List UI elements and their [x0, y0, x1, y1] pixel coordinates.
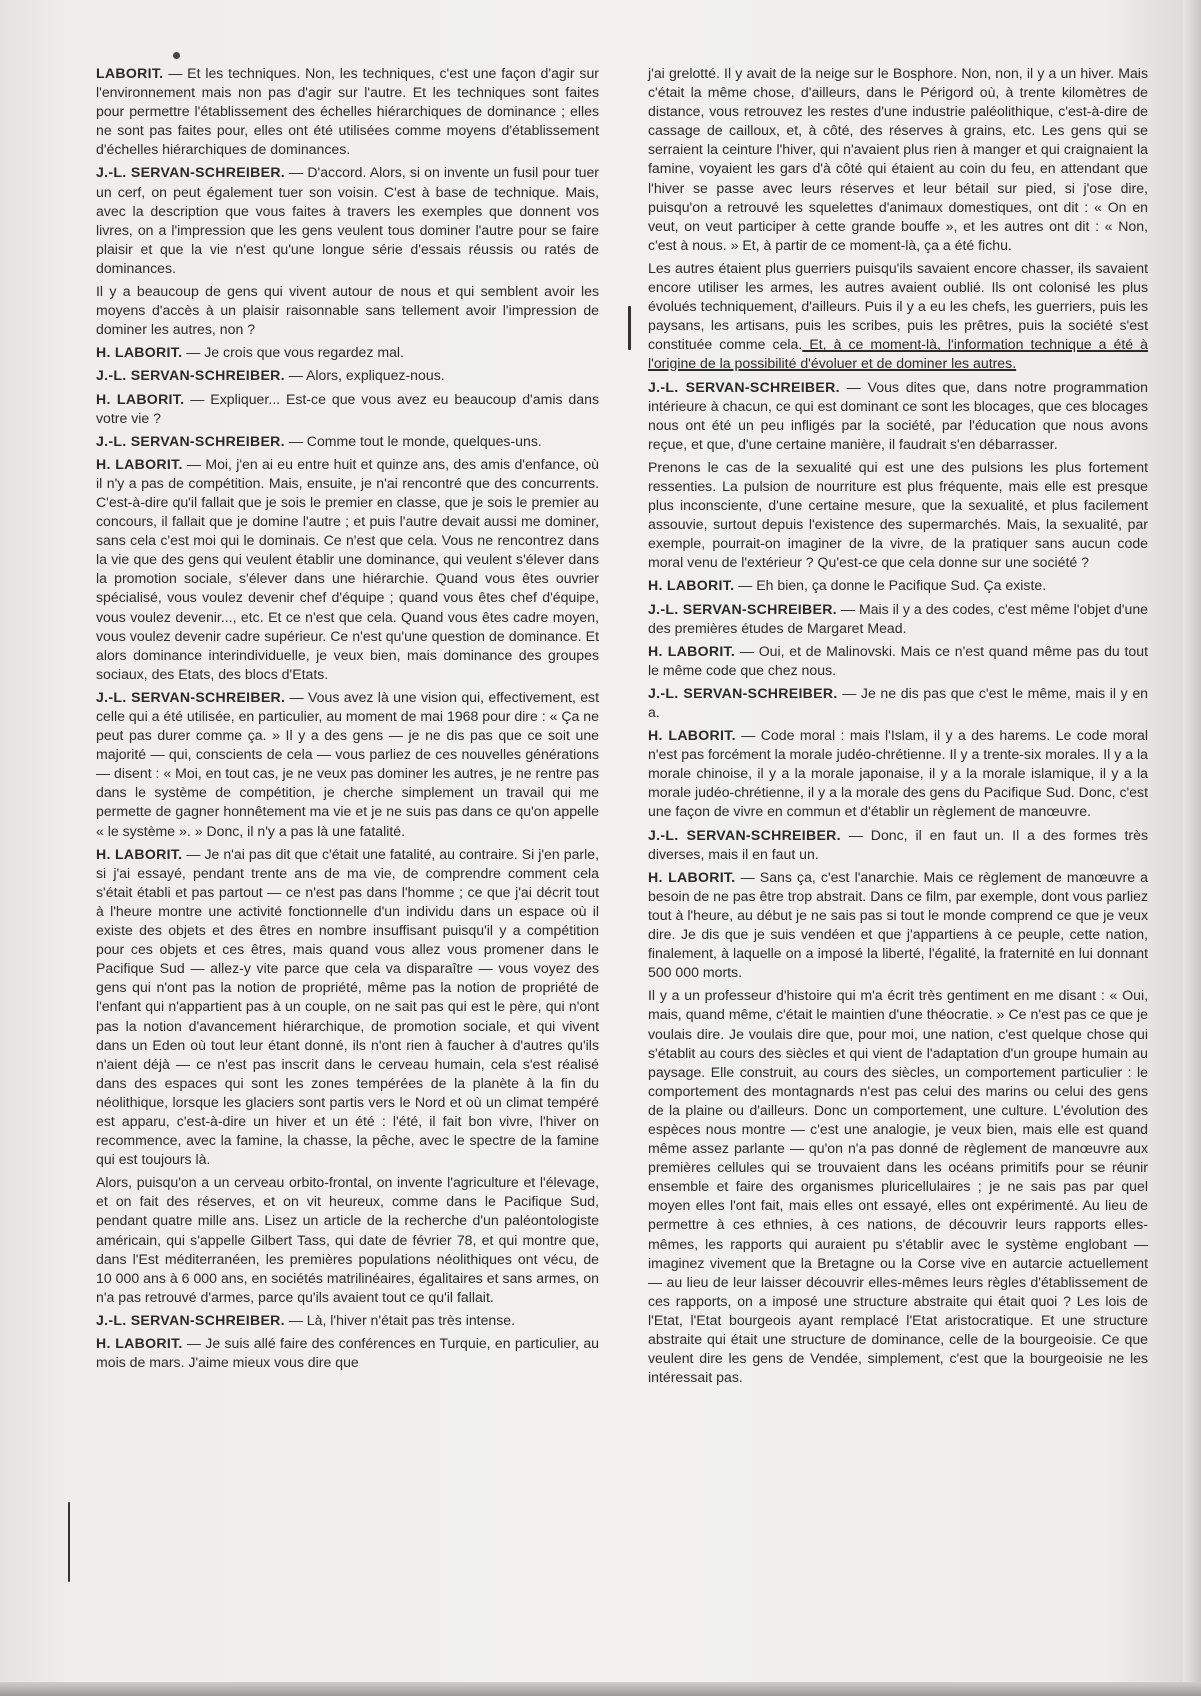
paragraph-text: Alors, puisqu'on a un cerveau orbito-frontal, on invente l'agriculture et l'élevage, et on fait des réserves, et on vit heureux, comme dans le Pacifique Sud, pendant quatre mille ans. Lisez un article de la recherche d'un paléontologiste américain, qui s'appelle Gilbert Tass, qui date de février 78, et qui montre que, dans l'Est méditerranéen, les premières populations néolithiques ont vécu, de 10 000 ans à 6 000 ans, en sociétés matrilinéaires, égalitaires et sans armes, on n'a pas retrouvé d'armes, parce qu'ils avaient tout ce qu'il fallait. [96, 1174, 599, 1305]
paragraph-text: — Je n'ai pas dit que c'était une fatalité, au contraire. Si j'en parle, si j'ai essayé, pendant trente ans de ma vie, de comprendre comment cela s'était établi et pas partout — ce n'est pas dans l'homme ; ce que j'ai décrit tout à l'heure montre une activité fonctionnelle d'un individu dans un espace où il existe des objets et des êtres en nombre insuffisant puisqu'il y a compétition pour ces objets et ces êtres, mais quand vous allez vous promener dans le Pacifique Sud — allez-y vite parce que cela va disparaître — vous voyez des gens qui n'ont pas la notion de propriété, même pas la notion de propriété de l'enfant qui n'appartient pas à un couple, on ne sait pas qui est le père, qui n'ont pas la notion d'avancement hiérarchique, de promotion sociale, et qui vivent dans un Eden où tout leur étant donné, ils n'ont rien à faucher à d'autres qu'ils n'aient déjà — ce n'est pas inscrit dans le cerveau humain, cela s'est réalisé dans des espaces qui sont les zones tempérées de la planète à la fin du néolithique, lorsque les glaciers sont partis vers le Nord et où un climat tempéré est apparu, c'est-à-dire un hiver et un été : l'été, il fait bon vivre, l'hiver on recommence, avec la famine, la chasse, la pêche, avec le spectre de la famine qui est toujours là. [96, 845, 599, 1168]
margin-mark [68, 1502, 70, 1582]
paragraph [648, 64, 1148, 255]
paragraph [96, 1334, 599, 1372]
speaker-name: H. LABORIT. [648, 577, 735, 594]
paragraph [648, 600, 1148, 638]
paragraph [648, 868, 1148, 983]
speaker-name: J.-L. SERVAN-SCHREIBER. [648, 684, 838, 701]
paragraph-text: — Sans ça, c'est l'anarchie. Mais ce règlement de manœuvre a besoin de ne pas être trop abstrait. Dans ce film, par exemple, dont vous parliez tout à l'heure, au début je ne sais pas si tout le monde comprend ce que je veux dire. Je dis que je suis vendéen et que j'appartiens à ce peuple, cette nation, finalement, à laquelle on a imposé la liberté, l'égalité, la fraternité en lui donnant 500 000 morts. [648, 868, 1148, 981]
paragraph-text: — Et les techniques. Non, les techniques, c'est une façon d'agir sur l'environnement mais non pas d'agir sur l'autre. Et les techniques sont faites pour permettre l'établissement des échelles hiérarchiques de dominance ; elles ne sont pas faites pour, elles ont été utilisées comme moyens d'établissement d'échelles hiérarchiques de dominances. [96, 65, 599, 158]
paragraph [96, 390, 599, 428]
speaker-name: H. LABORIT. [648, 868, 736, 885]
paragraph-text: — Expliquer... Est-ce que vous avez eu beaucoup d'amis dans votre vie ? [96, 390, 599, 426]
paragraph-text: — Vous dites que, dans notre programmation intérieure à chacun, ce qui est dominant ce sont les blocages, que ces blocages nous ont été un peu infligés par la société, par l'éducation que nous avons reçue, et que, d'une certaine manière, il faudrait s'en débarrasser. [648, 378, 1148, 452]
speaker-name: H. LABORIT. [96, 455, 183, 472]
paragraph [96, 1173, 599, 1307]
paragraph-text: — Comme tout le monde, quelques-uns. [284, 432, 542, 449]
margin-mark [628, 306, 631, 350]
paragraph-text: — Alors, expliquez-nous. [284, 367, 445, 384]
paragraph [96, 688, 599, 841]
paragraph-text: j'ai grelotté. Il y avait de la neige sur le Bosphore. Non, non, il y a un hiver. Mais c'était la même chose, d'ailleurs, dans le Périgord où, à trente kilomètres de distance, vous retrouvez les restes d'une industrie paléolithique, c'est-à-dire de cassage de cailloux, et, à côté, des réserves à grains, etc. Les gens qui se serraient la ceinture l'hiver, qui n'avaient plus rien à manger et qui craignaient la famine, voyaient les gars d'à côté qui étaient au coin du feu, en attendant que l'hiver se passe avec leurs réserves et leur bétail sur pied, si j'ose dire, puisqu'on a retrouvé les squelettes d'animaux domestiques, ont dit : « On en veut, on veut participer à cette grande bouffe », et les autres ont dit : « Non, c'est à nous. » Et, à partir de ce moment-là, ça a été fichu. [648, 65, 1148, 253]
paragraph [648, 378, 1148, 454]
paragraph [648, 576, 1148, 595]
speaker-name: J.-L. SERVAN-SCHREIBER. [648, 826, 841, 843]
speaker-name: H. LABORIT. [96, 344, 183, 361]
speaker-name: J.-L. SERVAN-SCHREIBER. [96, 688, 286, 705]
paragraph-text: — Là, l'hiver n'était pas très intense. [284, 1311, 516, 1328]
paragraph [648, 986, 1148, 1387]
paragraph-text: — Mais il y a des codes, c'est même l'objet d'une des premières études de Margaret Mead. [648, 600, 1148, 636]
speaker-name: J.-L. SERVAN-SCHREIBER. [648, 378, 840, 395]
paragraph [96, 845, 599, 1170]
speaker-name: J.-L. SERVAN-SCHREIBER. [96, 432, 285, 449]
paragraph [96, 366, 599, 385]
speaker-name: H. LABORIT. [648, 727, 736, 744]
left-column [96, 64, 599, 1376]
speaker-name: J.-L. SERVAN-SCHREIBER. [96, 367, 285, 384]
paragraph-text: — Eh bien, ça donne le Pacifique Sud. Ça existe. [734, 577, 1047, 594]
staple-mark [173, 52, 180, 59]
paragraph [96, 64, 599, 159]
paragraph-text: — Oui, et de Malinovski. Mais ce n'est quand même pas du tout le même code que chez nous. [648, 642, 1148, 678]
paragraph-text: Il y a un professeur d'histoire qui m'a écrit très gentiment en me disant : « Oui, mais, quand même, c'était le maintien d'une théocratie. » Ce n'est pas ce que je voulais dire. Je voulais dire que, pour moi, une nation, c'est quelque chose qui s'établit au cours des siècles et qui vient de l'adaptation d'un groupe humain au paysage. Elle construit, au cours des siècles, un comportement particulier : le comportement des montagnards n'est pas celui des marins ou celui des gens de la plaine ou d'ailleurs. Donc un comportement, une culture. L'évolution des espèces nous montre — c'est une analogie, je veux bien, mais elle est quand même assez parlante — qu'on n'a pas donné de règlement de manœuvre aux premières cellules qui se trouvaient dans les océans primitifs pour se réunir ensemble et faire des organismes pluricellulaires ; je ne sais pas par quel moyen elles l'ont fait, mais elles ont essayé, elles ont expérimenté. Au lieu de permettre à ces ethnies, à ces nations, de découvrir leurs rapports elles-mêmes, les rapports qui auraient pu s'établir avec le système englobant — imaginez vivement que la Bretagne ou la Corse vive en autarcie actuellement — au lieu de leur laisser découvrir elles-mêmes leurs règles d'établissement de ces rapports, on a imposé une structure abstraite qui était quoi ? Les lois de l'Etat, l'Etat bourgeois ayant remplacé l'Etat aristocratique. Et une structure abstraite qui était une structure de dominance, celle de la bourgeoisie. Ce que veulent dire les gens de Vendée, simplement, c'est que la bourgeoisie ne les intéressait pas. [648, 987, 1148, 1386]
paragraph-text: — Vous avez là une vision qui, effectivement, est celle qui a été utilisée, en particulier, au moment de mai 1968 pour dire : « Ça ne peut pas durer comme ça. » Il y a des gens — je ne dis pas que ce soit une majorité — qui, conscients de cela — vous parliez de ces nouvelles générations — disent : « Moi, en tout cas, je ne veux pas dominer les autres, je ne rentre pas dans le système de compétition, je cherche simplement un travail qui me permette de gagner honnêtement ma vie et je ne suis pas dans ce qu'on appelle « le système ». » Donc, il n'y a pas là une fatalité. [96, 688, 599, 839]
paragraph-text: — Donc, il en faut un. Il a des formes très diverses, mais il en faut un. [648, 826, 1148, 862]
paragraph-text: — Code moral : mais l'Islam, il y a des harems. Le code moral n'est pas forcément la morale judéo-chrétienne. Il y a trente-six morales. Il y a la morale chinoise, il y a la morale japonaise, il y a la morale islamique, il y a la morale judéo-chrétienne, il y a la morale des gens du Pacifique Sud. Donc, c'est une façon de vivre en commun et d'établir un règlement de manœuvre. [648, 727, 1148, 820]
paragraph [96, 432, 599, 451]
paragraph-text: — D'accord. Alors, si on invente un fusil pour tuer un cerf, on peut également tuer son voisin. C'est à base de technique. Mais, avec la description que vous faites à travers les exemples que donnent vos livres, on a l'impression que les gens veulent tous dominer l'autre pour se faire plaisir et que la vie n'est qu'une longue série d'essais réussis ou ratés de dominances. [96, 164, 599, 276]
paragraph [96, 343, 599, 362]
paragraph-text: Il y a beaucoup de gens qui vivent autour de nous et qui semblent avoir les moyens d'accès à un plaisir raisonnable sans tellement avoir l'impression de dominer les autres, non ? [96, 283, 599, 338]
speaker-name: H. LABORIT. [96, 390, 185, 407]
paragraph [96, 455, 599, 684]
speaker-name: LABORIT. [96, 65, 164, 81]
paragraph [96, 1311, 599, 1330]
right-column [648, 64, 1148, 1391]
paragraph [648, 259, 1148, 374]
speaker-name: H. LABORIT. [96, 1335, 183, 1351]
paragraph-text: — Je suis allé faire des conférences en Turquie, en particulier, au mois de mars. J'aime mieux vous dire que [96, 1335, 600, 1371]
speaker-name: J.-L. SERVAN-SCHREIBER. [648, 600, 837, 617]
paragraph-text: Les autres étaient plus guerriers puisqu'ils savaient encore chasser, ils savaient encore utiliser les armes, les autres avaient oublié. Ils ont colonisé les plus évolués techniquement, d'ailleurs. Puis il y a eu les chefs, les guerriers, puis les paysans, les artisans, puis les scribes, puis les prêtres, puis la société s'est constituée comme cela. [648, 259, 1148, 353]
paragraph [648, 684, 1148, 722]
speaker-name: J.-L. SERVAN-SCHREIBER. [96, 164, 286, 181]
speaker-name: H. LABORIT. [96, 845, 183, 862]
page-edge [0, 1682, 1201, 1696]
underlined-passage: Et, à ce moment-là, l'information technique a été à l'origine de la possibilité d'évoluer et de dominer les autres. [648, 336, 1148, 372]
paragraph [648, 726, 1148, 821]
paragraph-text: — Je ne dis pas que c'est le même, mais il y en a. [648, 684, 1148, 720]
paragraph-text: — Moi, j'en ai eu entre huit et quinze ans, des amis d'enfance, où il n'y a pas de compétition. Mais, ensuite, je n'ai rencontré que des concurrents. C'est-à-dire qu'il fallait que je sois le premier en classe, que je sois le premier au concours, il fallait que je domine l'autre ; et puis l'autre devait aussi me dominer, sans cela c'est moi qui le dominais. Ce n'est que cela. Vous ne rencontrez dans la vie que des gens qui veulent établir une dominance, qui veulent s'élever dans la promotion sociale, s'élever dans une hiérarchie. Quand vous êtes ouvrier spécialisé, vous voulez devenir chef d'équipe ; quand vous êtes chef d'équipe, vous voulez devenir..., etc. Et ce n'est que cela. Quand vous êtes cadre moyen, vous voulez devenir cadre supérieur. Ce n'est qu'une question de dominance. Et alors dominance interindividuelle, je veux bien, mais dominance des groupes sociaux, des Etats, des blocs d'Etats. [96, 455, 600, 682]
paragraph [96, 282, 599, 339]
paragraph [96, 163, 599, 278]
paragraph [648, 826, 1148, 864]
page-edge [1183, 0, 1201, 1696]
paragraph [648, 642, 1148, 680]
paragraph [648, 458, 1148, 573]
speaker-name: H. LABORIT. [648, 642, 736, 659]
paragraph-text: Prenons le cas de la sexualité qui est une des pulsions les plus fortement ressenties. La pulsion de nourriture est plus fréquente, mais elle est presque plus inconsciente, d'une certaine mesure, que la sexualité, et plus facilement assouvie, surtout depuis l'existence des supermarchés. Mais, la sexualité, par exemple, pourrait-on imaginer de la vivre, de la pratiquer sans aucun code moral venu de l'extérieur ? Qu'est-ce que cela donne sur une société ? [648, 458, 1148, 571]
speaker-name: J.-L. SERVAN-SCHREIBER. [96, 1311, 285, 1328]
paragraph-text: — Je crois que vous regardez mal. [182, 344, 404, 361]
